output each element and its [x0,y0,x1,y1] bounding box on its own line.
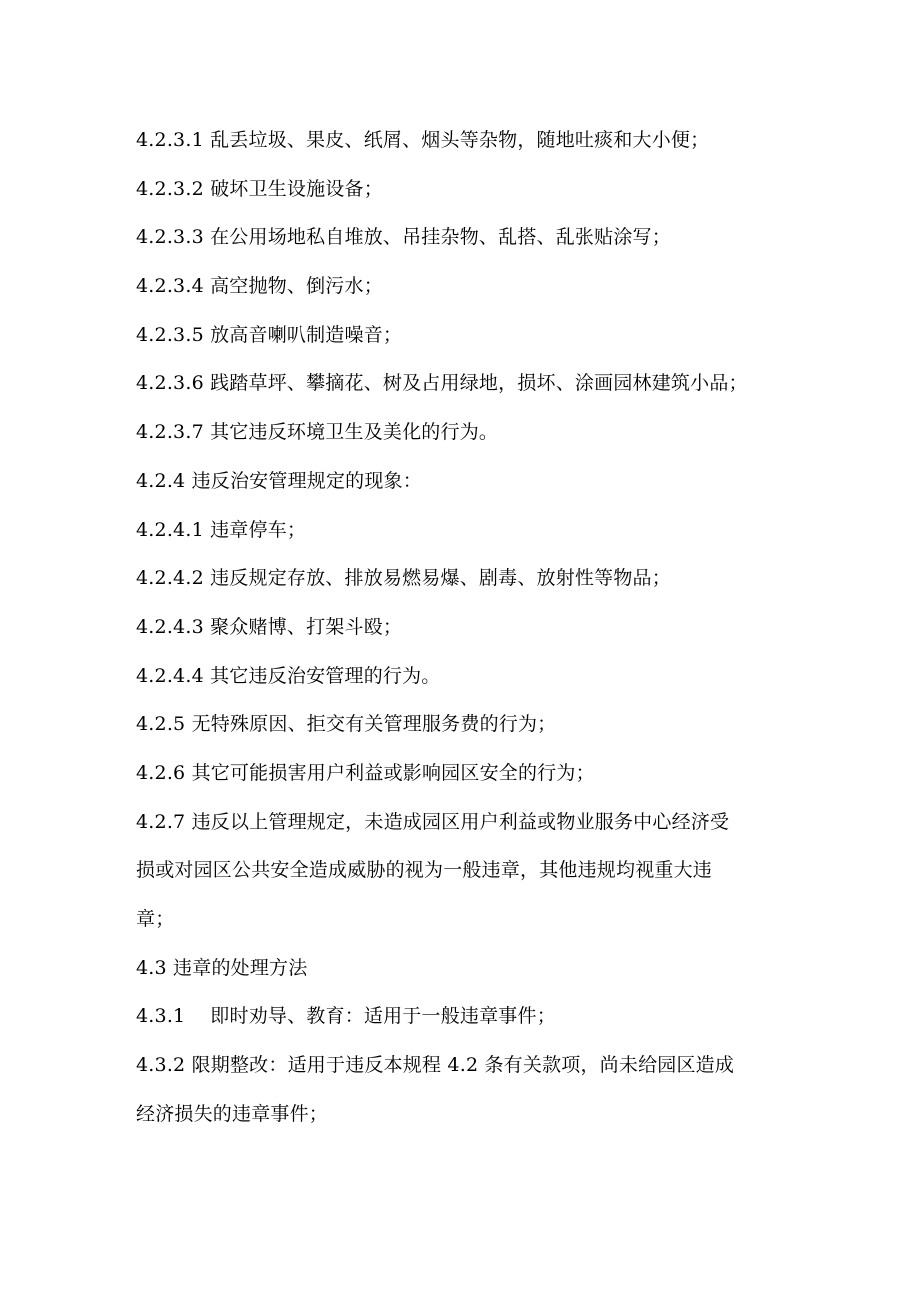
clause-4-3-1: 4.3.1 即时劝导、教育：适用于一般违章事件； [136,1005,556,1028]
clause-4-2-3-6: 4.2.3.6 践踏草坪、攀摘花、树及占用绿地，损坏、涂画园林建筑小品； [136,372,748,395]
clause-4-2-3-5: 4.2.3.5 放高音喇叭制造噪音； [136,323,403,346]
clause-4-2-3-1: 4.2.3.1 乱丢垃圾、果皮、纸屑、烟头等杂物，随地吐痰和大小便； [136,129,710,151]
clause-4-3-2-line-1: 4.3.2 限期整改：适用于违反本规程 4.2 条有关款项，尚未给园区造成 [136,1054,735,1077]
clause-4-3-2-line-2: 经济损失的违章事件； [136,1102,329,1125]
clause-4-3-2 [136,1041,816,1138]
clause-4-2-4-3: 4.2.4.3 聚众赌博、打架斗殴； [136,615,403,638]
clause-4-2-7-line-1: 4.2.7 违反以上管理规定，未造成园区用户利益或物业服务中心经济受 [136,810,730,833]
clause-4-2-4: 4.2.4 违反治安管理规定的现象： [136,469,422,492]
clause-4-2-3-4: 4.2.3.4 高空抛物、倒污水； [136,275,383,298]
clause-4-2-7 [136,798,816,944]
clause-4-2-3-7: 4.2.3.7 其它违反环境卫生及美化的行为。 [136,421,499,444]
clause-4-2-5: 4.2.5 无特殊原因、拒交有关管理服务费的行为； [136,713,557,736]
document-body [136,116,816,1138]
clause-4-2-7-line-3: 章； [136,908,175,930]
clause-4-2-3-2: 4.2.3.2 破坏卫生设施设备； [136,177,383,200]
clause-4-2-4-2: 4.2.4.2 违反规定存放、排放易燃易爆、剧毒、放射性等物品； [136,567,671,590]
section-heading-4-3: 4.3 违章的处理方法 [136,956,308,979]
clause-4-2-4-4: 4.2.4.4 其它违反治安管理的行为。 [136,664,441,687]
clause-4-2-6: 4.2.6 其它可能损害用户利益或影响园区安全的行为； [136,761,595,784]
clause-4-2-7-line-2: 损或对园区公共安全造成威胁的视为一般违章，其他违规均视重大违 [136,859,713,882]
clause-4-2-4-1: 4.2.4.1 违章停车； [136,518,307,541]
clause-4-2-3-3: 4.2.3.3 在公用场地私自堆放、吊挂杂物、乱搭、乱张贴涂写； [136,226,671,249]
